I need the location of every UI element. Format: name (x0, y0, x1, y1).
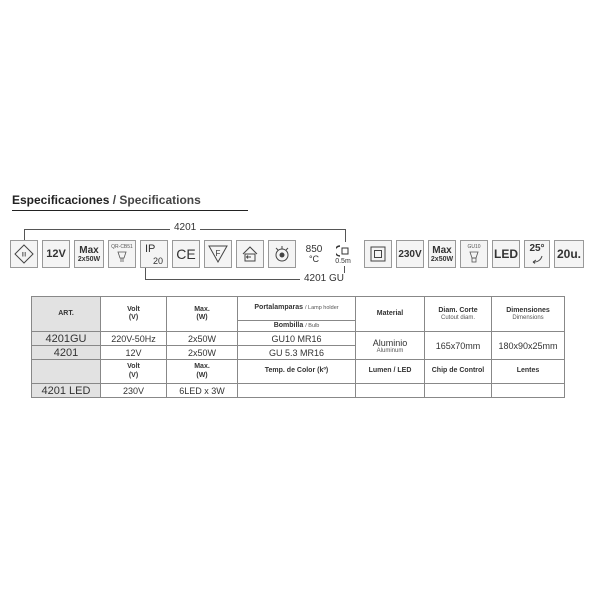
header-lens: Lentes (492, 360, 565, 384)
bracket-label-4201-gu: 4201 GU (300, 273, 348, 284)
header-cutout (425, 297, 492, 332)
header-max-led-label: Max. (194, 363, 210, 371)
specifications-table (31, 296, 565, 398)
bulb-gu10-label: GU10 (467, 243, 481, 250)
class-ii-icon (364, 240, 392, 268)
class-iii-icon (10, 240, 38, 268)
class-iii-label: III (21, 252, 27, 259)
cell-art: 4201GU (32, 332, 101, 346)
cell-volt: 12V (101, 346, 167, 360)
recessed-icon (236, 240, 264, 268)
distance-label: 0.5m (335, 257, 351, 265)
max-power-icon (74, 240, 104, 268)
cell-dimensions: 180x90x25mm (492, 332, 565, 360)
header-bulb (238, 321, 356, 332)
header-color-temp: Temp. de Color (kº) (238, 360, 356, 384)
cell-volt: 220V-50Hz (101, 332, 167, 346)
cell-material-es: Aluminio (372, 337, 408, 348)
title-english: Specifications (119, 193, 201, 207)
title-underline (12, 210, 248, 211)
header-volt-led-label: Volt (127, 363, 140, 371)
table-header-row (32, 297, 565, 321)
f-mark-icon (204, 240, 232, 268)
cell-max: 2x50W (167, 332, 238, 346)
header-dimensions-es: Dimensiones (506, 306, 550, 314)
cell-material (356, 332, 425, 360)
header-chip: Chip de Control (425, 360, 492, 384)
header-max-unit: (W) (196, 314, 208, 321)
temperature-value: 850 (305, 243, 323, 255)
table-header-row-led (32, 360, 565, 384)
voltage-12v-icon: 12V (42, 240, 70, 268)
ip-rating-icon (140, 240, 168, 268)
ce-mark-icon: CE (172, 240, 200, 268)
max-power-230-icon (428, 240, 456, 268)
bulb-gu10-icon (460, 240, 488, 268)
header-bulb-en: / Bulb (305, 322, 320, 329)
header-max-led-unit: (W) (196, 371, 208, 379)
header-max-label: Max. (194, 305, 210, 313)
temperature-icon (300, 240, 328, 268)
max-power-value: 2x50W (77, 255, 101, 263)
max-power-label: Max (79, 244, 99, 256)
header-lamp-holder-es: Portalamparas (254, 304, 304, 312)
ip-value: 20 (152, 256, 163, 266)
cell-lumen (356, 384, 425, 398)
title-spanish: Especificaciones (12, 193, 110, 207)
cell-art: 4201 (32, 346, 101, 360)
bulb-qr-cb51-label: QR-CB51 (111, 243, 133, 250)
units-icon: 20u. (554, 240, 584, 268)
cell-art: 4201 LED (32, 384, 101, 398)
header-art: ART. (32, 297, 101, 332)
header-bulb-es: Bombilla (273, 321, 304, 329)
f-mark-label: F (215, 249, 221, 258)
header-lamp-holder-en: / Lamp holder (304, 305, 339, 312)
cell-material-en: Aluminum (376, 347, 404, 354)
header-volt-label: Volt (127, 305, 140, 313)
title-separator: / (112, 193, 117, 207)
header-volt-unit: (V) (128, 314, 139, 321)
tilt-angle-icon (524, 240, 550, 268)
max-power-230-value: 2x50W (430, 255, 454, 263)
header-volt (101, 297, 167, 332)
temperature-unit: °C (308, 253, 320, 264)
header-lumen: Lumen / LED (356, 360, 425, 384)
cell-volt: 230V (101, 384, 167, 398)
header-volt-led (101, 360, 167, 384)
bulb-qr-cb51-icon (108, 240, 136, 268)
header-cutout-en: Cutout diam. (440, 314, 476, 321)
header-dimensions (492, 297, 565, 332)
tilt-angle-value: 25° (529, 243, 545, 254)
max-power-230-label: Max (432, 244, 452, 256)
cell-chip (425, 384, 492, 398)
cell-max: 2x50W (167, 346, 238, 360)
header-material: Material (356, 297, 425, 332)
voltage-230v-icon: 230V (396, 240, 424, 268)
distance-icon (332, 240, 354, 268)
table-row (32, 332, 565, 346)
header-lamp-holder (238, 297, 356, 321)
led-icon: LED (492, 240, 520, 268)
header-volt-led-unit: (V) (128, 371, 139, 379)
ip-label: IP (145, 243, 156, 255)
header-art-blank (32, 360, 101, 384)
cell-lens (492, 384, 565, 398)
header-cutout-es: Diam. Corte (438, 306, 478, 314)
ball-pressure-icon (268, 240, 296, 268)
header-max-led (167, 360, 238, 384)
cell-color-temp (238, 384, 356, 398)
cell-bulb: GU10 MR16 (238, 332, 356, 346)
table-row (32, 384, 565, 398)
bracket-label-4201: 4201 (170, 222, 200, 233)
header-dimensions-en: Dimensions (512, 314, 544, 321)
header-max (167, 297, 238, 332)
cell-cutout: 165x70mm (425, 332, 492, 360)
cell-bulb: GU 5.3 MR16 (238, 346, 356, 360)
cell-max: 6LED x 3W (167, 384, 238, 398)
page-title (12, 193, 201, 207)
